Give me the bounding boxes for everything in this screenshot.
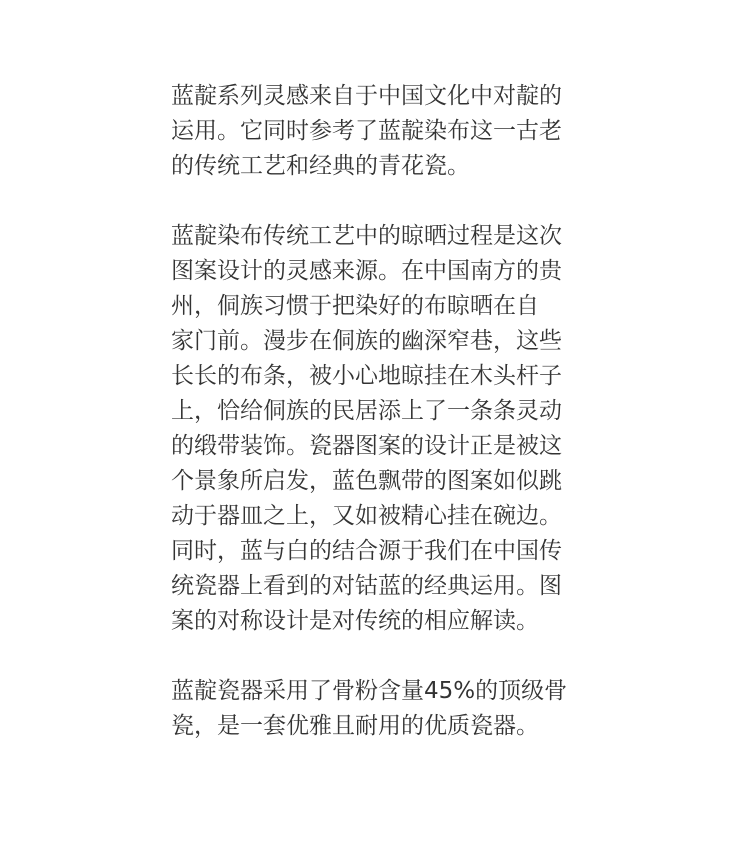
text-line: 案的对称设计是对传统的相应解读。 [171,608,539,634]
paragraph-inspiration [171,79,571,184]
text-line: 州，侗族习惯于把染好的布晾晒在自 [171,293,539,319]
text-line: 蓝靛瓷器采用了骨粉含量45%的顶级骨 [171,678,568,704]
article-body [171,79,571,744]
paragraph-spacer [171,184,571,219]
paragraph-spacer [171,639,571,674]
text-line: 瓷，是一套优雅且耐用的优质瓷器。 [171,713,539,739]
text-line: 蓝靛系列灵感来自于中国文化中对靛的 [171,83,562,109]
text-line: 个景象所启发，蓝色飘带的图案如似跳 [171,468,562,494]
paragraph-design-story [171,219,571,639]
text-line: 蓝靛染布传统工艺中的晾晒过程是这次 [171,223,562,249]
text-line: 运用。它同时参考了蓝靛染布这一古老 [171,118,562,144]
text-line: 统瓷器上看到的对钴蓝的经典运用。图 [171,573,562,599]
text-line: 动于器皿之上，又如被精心挂在碗边。 [171,503,562,529]
text-line: 图案设计的灵感来源。在中国南方的贵 [171,258,562,284]
text-line: 家门前。漫步在侗族的幽深窄巷，这些 [171,328,562,354]
text-line: 上，恰给侗族的民居添上了一条条灵动 [171,398,562,424]
text-line: 的传统工艺和经典的青花瓷。 [171,153,470,179]
text-line: 长长的布条，被小心地晾挂在木头杆子 [171,363,562,389]
paragraph-material [171,674,571,744]
text-line: 的缎带装饰。瓷器图案的设计正是被这 [171,433,562,459]
text-line: 同时，蓝与白的结合源于我们在中国传 [171,538,562,564]
